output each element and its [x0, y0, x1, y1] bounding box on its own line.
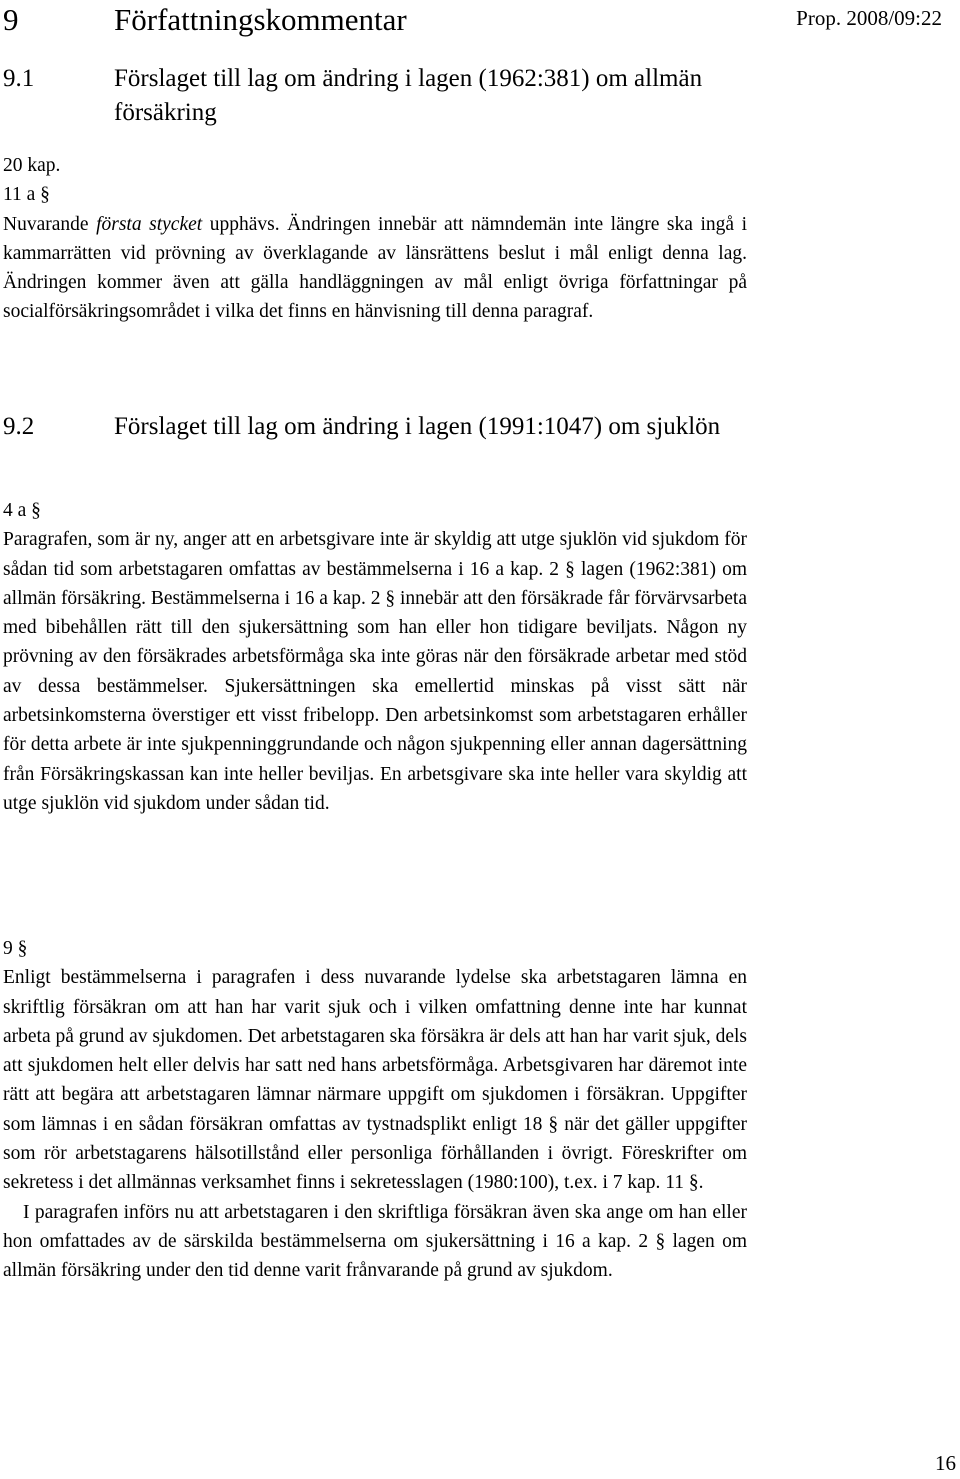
page-number: 16 [935, 1451, 956, 1475]
chapter-title: Författningskommentar [114, 2, 407, 37]
paragraph-text: Enligt bestämmelserna i paragrafen i dess nuvarande lydelse ska arbetstagaren lämna en skriftlig försäkran om att han har varit sjuk och i vilken omfattning denne inte har kunnat arbeta på grund av sjukdomen. Det arbetstagaren ska försäkra är dels att han har varit sjuk, dels att sjukdomen helt eller delvis har satt ned hans arbetsförmåga. Arbetsgivaren har däremot inte rätt att begära att arbetstagaren lämnar närmare uppgift om sjukdomen i försäkran. Uppgifter som lämnas i en sådan försäkran omfattas av tystnadsplikt enligt 18 § när det gäller uppgifter som rör arbetstagarens hälsotillstånd eller personliga förhållanden i övrigt. Föreskrifter om sekretess i det allmännas verksamhet finns i sekretesslagen (1980:100), t.ex. i 7 kap. 11 §. [3, 967, 747, 1194]
chapter-number: 9 [3, 2, 19, 37]
section-number: 9.2 [3, 413, 35, 440]
chapter-label: 20 kap. [3, 155, 61, 176]
text-rest: upphävs. Ändringen innebär att nämndemän inte längre ska ingå i kammarrätten vid prövning av överklagande av länsrättens beslut i mål enligt denna lag. Ändringen kommer även att gälla handläggningen av mål enligt övriga författningar på socialförsäkringsområdet i vilka det finns en hänvisning till denna paragraf. [3, 213, 747, 323]
section-heading-9-1 [3, 62, 754, 130]
section-heading-9-2 [3, 410, 754, 444]
paragraph-text [3, 210, 747, 327]
paragraph-text: Paragrafen, som är ny, anger att en arbetsgivare inte är skyldig att utge sjuklön vid sjukdom för sådan tid som arbetstagaren omfattas av bestämmelserna i 16 a kap. 2 § lagen (1962:381) om allmän försäkring. Bestämmelserna i 16 a kap. 2 § innebär att den försäkrade får förvärvsarbeta med bibehållen rätt till den sjukersättning som han eller hon tidigare beviljats. Någon ny prövning av den försäkrades arbetsförmåga ska inte göras när den försäkrade arbetar med stöd av dessa bestämmelser. Sjukersättningen ska emellertid minskas på visst sätt när arbetsinkomsterna överstiger ett visst fribelopp. Den arbetsinkomst som arbetstagaren erhåller för detta arbete är inte sjukpenninggrundande och någon sjukpenning eller annan dagersättning från Försäkringskassan kan inte heller beviljas. En arbetsgivare ska inte heller vara skyldig att utge sjuklön vid sjukdom under sådan tid. [3, 529, 747, 814]
paragraph-label: 11 a § [3, 184, 50, 206]
text-italic: första stycket [96, 213, 203, 235]
paragraph-text-2: I paragrafen införs nu att arbetstagaren i den skriftliga försäkran även ska ange om han eller hon omfattades av de särskilda bestämmelserna om sjukersättning i 16 a kap. 2 § lagen om allmän försäkring under den tid denne varit frånvarande på grund av sjukdom. [3, 1201, 747, 1282]
section-number: 9.1 [3, 65, 35, 92]
section-9-2-para-4a [3, 496, 747, 818]
section-title: Förslaget till lag om ändring i lagen (1962:381) om allmän försäkring [114, 65, 703, 126]
document-reference: Prop. 2008/09:22 [796, 6, 942, 30]
section-9-2-para-9 [3, 934, 747, 1286]
section-title: Förslaget till lag om ändring i lagen (1991:1047) om sjuklön [114, 413, 721, 440]
paragraph-label: 4 a § [3, 500, 41, 521]
section-9-1-body [3, 151, 747, 327]
chapter-heading [3, 2, 407, 38]
paragraph-label: 9 § [3, 938, 28, 959]
text-lead: Nuvarande [3, 213, 97, 235]
